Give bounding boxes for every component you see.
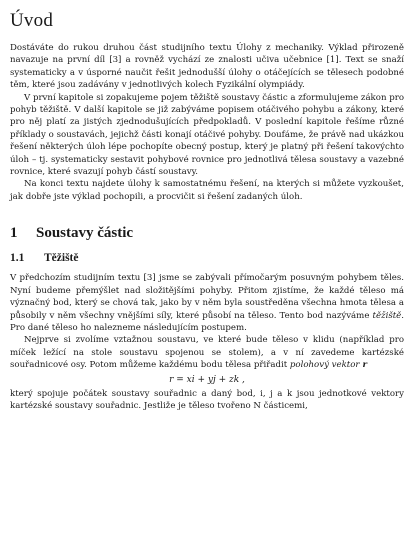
section-number: 1 bbox=[10, 225, 18, 242]
body-paragraph-2 bbox=[10, 334, 404, 371]
intro-paragraph-2: V první kapitole si zopakujeme pojem těžiště soustavy částic a zformulujeme zákon pro pohyb těžiště. V další kapitole se již zabýváme popisem otáčivého pohybu a zákony, které pro něj platí za jistých zjednodušujících předpokladů. V poslední kapitole řešíme různé příklady o soustavách, jejichž části konají otáčivé pohyby. Doufáme, že právě nad ukázkou řešení některých úloh lépe pochopíte obecný postup, který je platný při řešení takovýchto úloh – tj. systematicky sestavit pohybové rovnice pro jednotlivá tělesa soustavy a vazebné rovnice, které svazují pohyb částí soustavy. bbox=[10, 92, 404, 178]
body-p1-text-a: V předchozím studijním textu [3] jsme se zabývali přímočarým posuvným pohybem těles. Nyní budeme přemýšlet nad složitějšími pohyby. Přitom zjistíme, že každé těleso má význačný bod, který se chová tak, jako by v něm byla soustředěna všechna hmota tělesa a působily v něm všechny vnějšími síly, které působí na těleso. Tento bod nazýváme bbox=[10, 273, 404, 321]
subsection-number: 1.1 bbox=[10, 252, 25, 265]
vector-symbol-r: r bbox=[359, 360, 368, 371]
chapter-title: Úvod bbox=[10, 10, 54, 31]
equation-position-vector: r = xi + yj + zk , bbox=[169, 374, 245, 385]
subsection-heading bbox=[10, 252, 404, 264]
subsection-title: Těžiště bbox=[44, 252, 79, 265]
intro-paragraph-1: Dostáváte do rukou druhou část studijního textu Úlohy z mechaniky. Výklad přirozeně navazuje na první díl [3] a rovněž vychází ze znalosti učiva učebnice [1]. Text se snaží systematicky a v úsporné naučit řešit jednodušší úlohy o otáčejících se tělesech podobné těm, které jsou zadávány v jednotlivých kolech Fyzikální olympiády. bbox=[10, 43, 404, 91]
intro-paragraph-3: Na konci textu najdete úlohy k samostatnému řešení, na kterých si můžete vyzkoušet, jak dobře jste výklad pochopili, a procvičit si řešení zadaných úloh. bbox=[10, 179, 404, 202]
term-teziste: těžiště bbox=[372, 310, 402, 321]
term-polohovy-vektor: polohový vektor bbox=[289, 360, 360, 371]
body-paragraph-3: který spojuje počátek soustavy souřadnic a daný bod, i, j a k jsou jednotkové vektory kartézské soustavy souřadnic. Jestliže je těleso tvořeno N částicemi, bbox=[10, 388, 404, 411]
body-p2-text-a: Nejprve si zvolíme vztažnou soustavu, ve které bude těleso v klidu (například pro míček ležící na stole soustavu spojenou se stolem), a v ní zavedeme kartézské souřadnicové osy. Potom můžeme každému bodu tělesa přiřadit bbox=[10, 335, 404, 371]
section-title: Soustavy částic bbox=[36, 225, 134, 242]
body-paragraph-1 bbox=[10, 272, 404, 334]
section-spacer bbox=[10, 203, 404, 225]
body-p1-text-b: . Pro dané těleso ho nalezneme následujícím postupem. bbox=[10, 310, 404, 333]
section-heading bbox=[10, 225, 404, 242]
